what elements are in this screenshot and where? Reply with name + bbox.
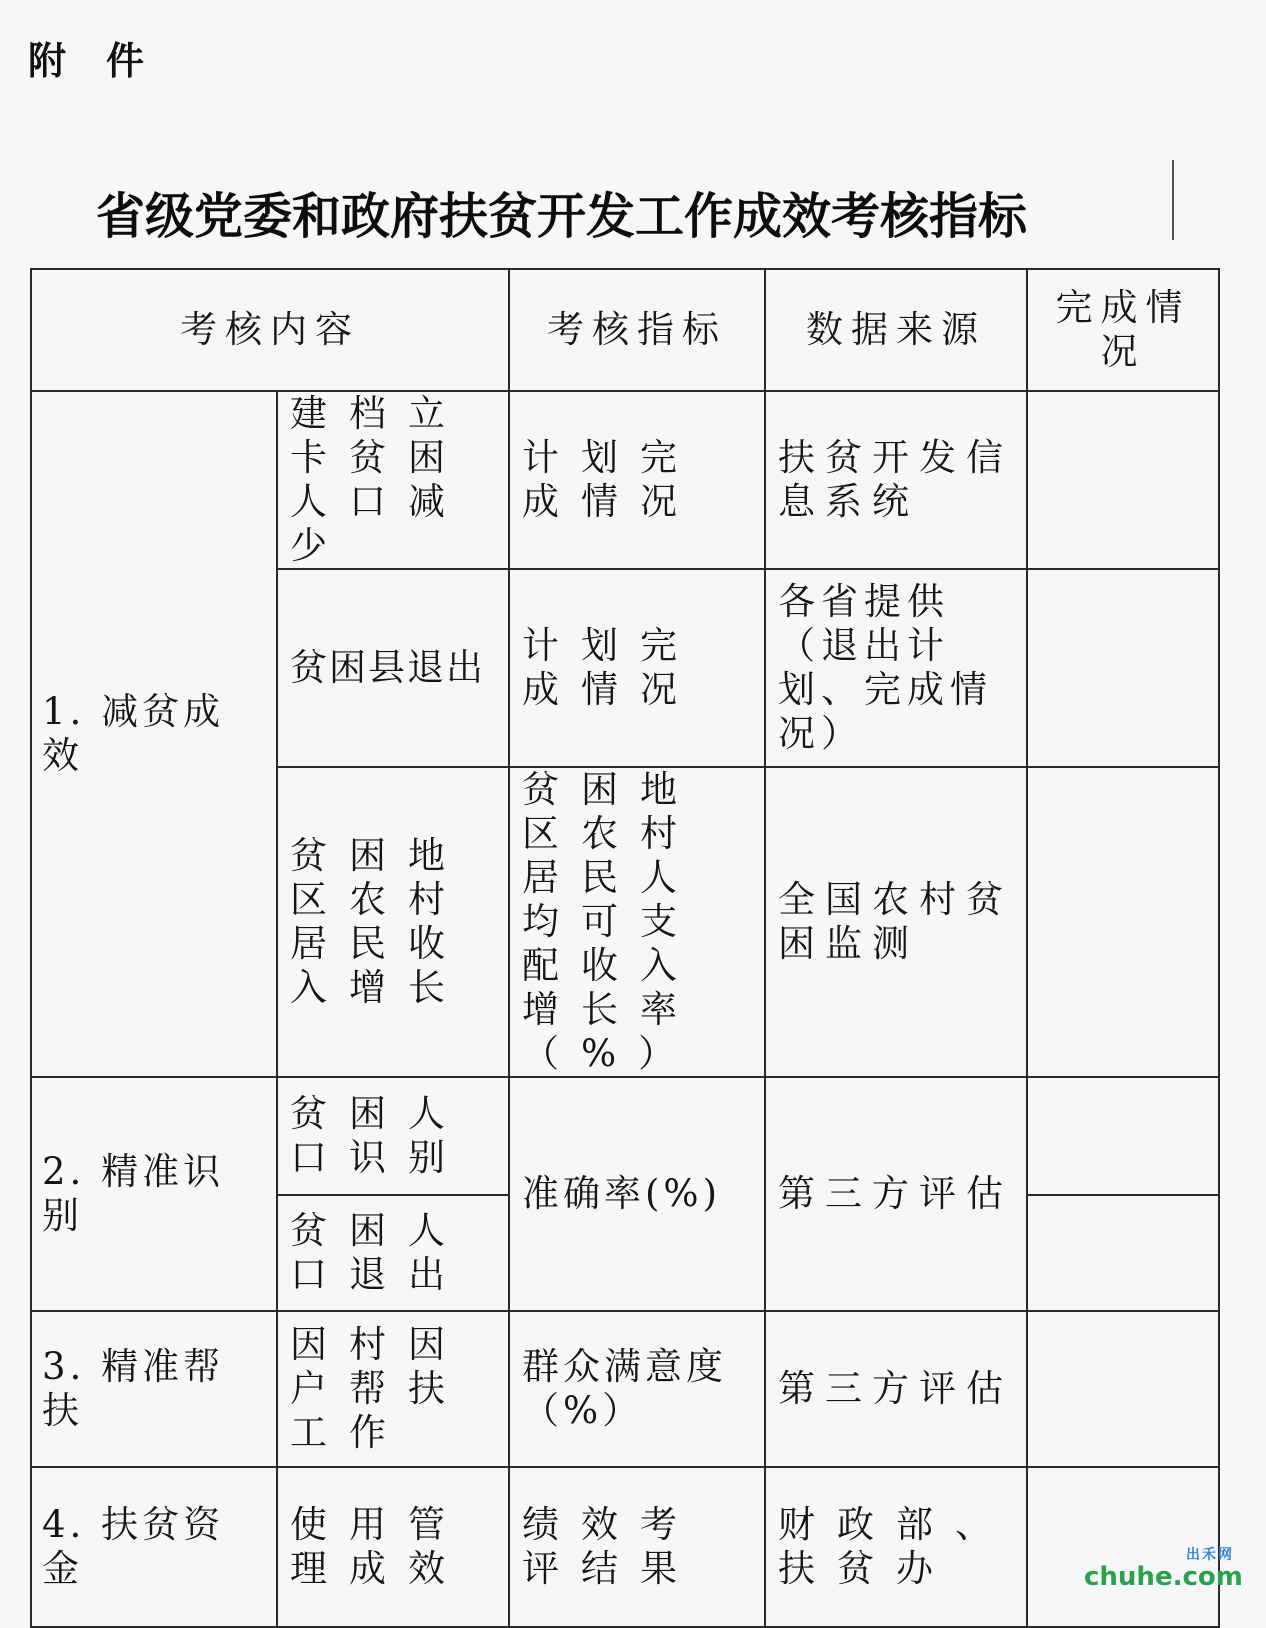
source-cell: 第三方评估: [765, 1311, 1027, 1467]
watermark-en: chuhe.com: [1084, 1562, 1243, 1592]
status-cell: [1027, 1195, 1219, 1311]
category-cell: 3. 精准帮扶: [31, 1311, 277, 1467]
indicator-cell: 贫困地区农村居民人均可支配收入增长率（%）: [509, 767, 765, 1077]
item-cell: 贫困地区农村居民收入增长: [277, 767, 509, 1077]
site-watermark: [1084, 1544, 1243, 1592]
status-cell: [1027, 1077, 1219, 1195]
watermark-cn: 出禾网: [1186, 1547, 1234, 1563]
category-cell: 2. 精准识别: [31, 1077, 277, 1311]
source-cell: 扶贫开发信息系统: [765, 391, 1027, 569]
item-cell: 因村因户帮扶工作: [277, 1311, 509, 1467]
table-row: [31, 1077, 1219, 1195]
status-cell: [1027, 391, 1219, 569]
table-row: [31, 1467, 1219, 1627]
indicator-cell: 准确率(%): [509, 1077, 765, 1311]
source-cell: 各省提供（退出计划、完成情况）: [765, 569, 1027, 767]
indicator-cell: 群众满意度（%）: [509, 1311, 765, 1467]
status-cell: [1027, 767, 1219, 1077]
indicator-cell: 计划完成情况: [509, 569, 765, 767]
item-cell: 贫困人口退出: [277, 1195, 509, 1311]
source-cell: 第三方评估: [765, 1077, 1027, 1311]
category-cell: 1. 减贫成效: [31, 391, 277, 1077]
indicator-cell: 绩效考评结果: [509, 1467, 765, 1627]
status-cell: [1027, 569, 1219, 767]
table-row: [31, 1311, 1219, 1467]
header-content: 考核内容: [31, 269, 509, 391]
header-status: 完成情况: [1027, 269, 1219, 391]
item-cell: 贫困人口识别: [277, 1077, 509, 1195]
indicator-cell: 计划完成情况: [509, 391, 765, 569]
document-title: 省级党委和政府扶贫开发工作成效考核指标: [96, 188, 1028, 245]
assessment-table: [30, 268, 1220, 1628]
category-cell: 4. 扶贫资金: [31, 1467, 277, 1627]
header-source: 数据来源: [765, 269, 1027, 391]
header-indicator: 考核指标: [509, 269, 765, 391]
header-row: [31, 269, 1219, 391]
source-cell: 财政部、扶贫办: [765, 1467, 1027, 1627]
item-cell: 贫困县退出: [277, 569, 509, 767]
item-cell: 使用管理成效: [277, 1467, 509, 1627]
source-cell: 全国农村贫困监测: [765, 767, 1027, 1077]
attachment-label: 附件: [28, 39, 185, 83]
table-row: [31, 391, 1219, 569]
item-cell: 建档立卡贫困人口减少: [277, 391, 509, 569]
status-cell: [1027, 1311, 1219, 1467]
